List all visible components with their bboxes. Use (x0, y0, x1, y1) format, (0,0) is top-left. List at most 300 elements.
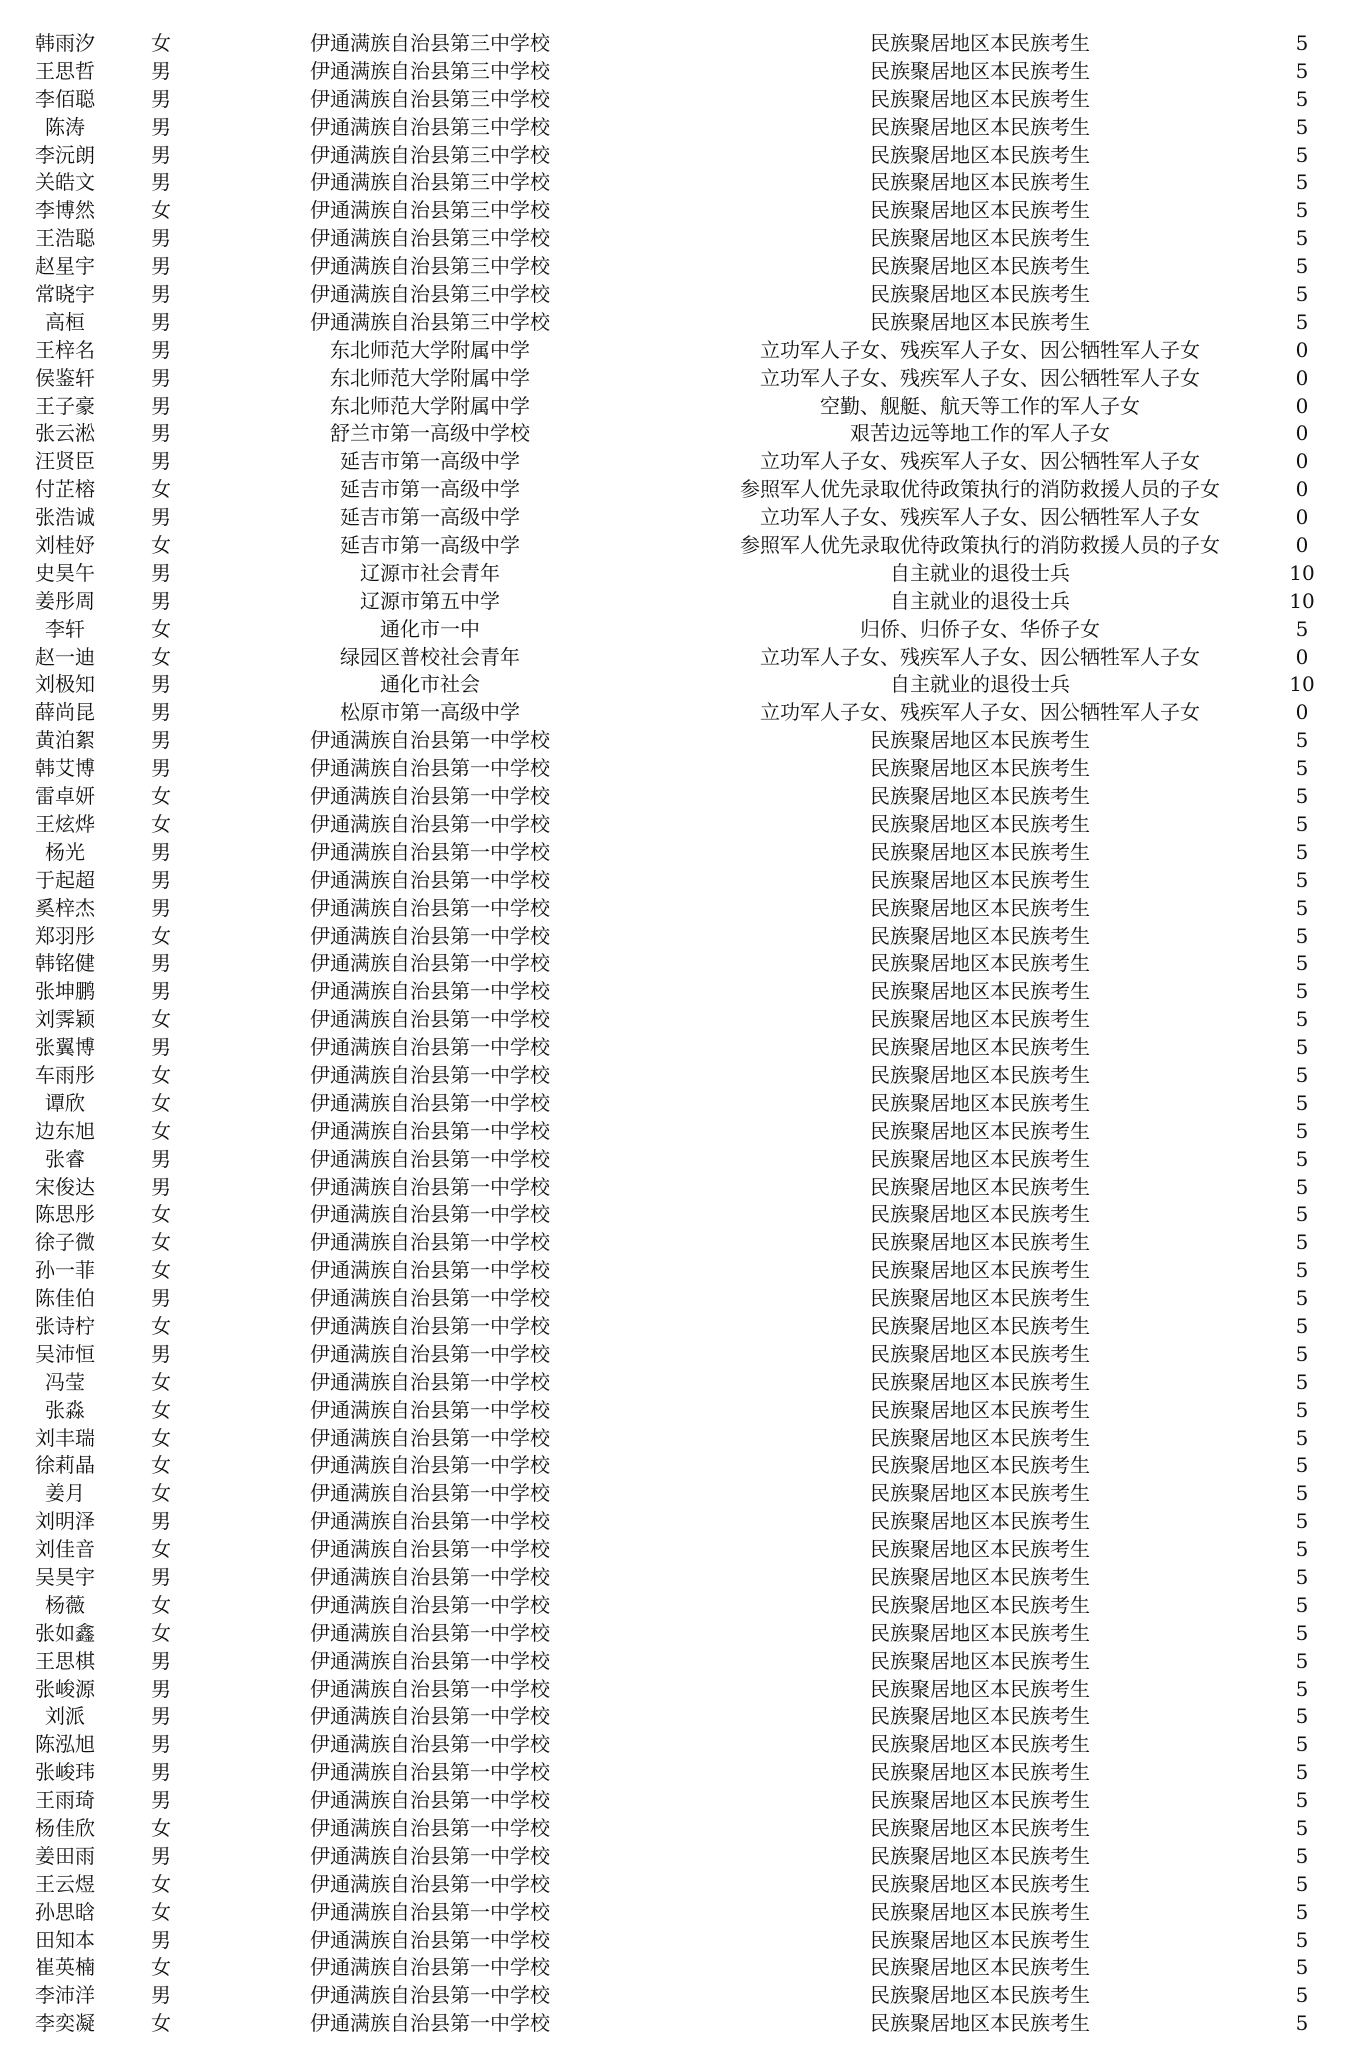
cell-bonus-score: 5 (1295, 198, 1309, 223)
cell-gender: 男 (151, 1732, 171, 1757)
table-row (0, 1508, 1367, 1536)
cell-gender: 女 (151, 477, 171, 502)
cell-category: 民族聚居地区本民族考生 (870, 979, 1090, 1004)
cell-name: 李轩 (45, 616, 85, 641)
table-row (0, 58, 1367, 86)
cell-name: 刘丰瑞 (35, 1425, 95, 1450)
table-row (0, 1229, 1367, 1257)
cell-name: 王思哲 (35, 58, 95, 83)
cell-category: 民族聚居地区本民族考生 (870, 198, 1090, 223)
table-row (0, 671, 1367, 699)
cell-name: 边东旭 (35, 1118, 95, 1143)
cell-category: 民族聚居地区本民族考生 (870, 1313, 1090, 1338)
cell-bonus-score: 5 (1295, 895, 1309, 920)
cell-bonus-score: 5 (1295, 1062, 1309, 1087)
cell-gender: 男 (151, 393, 171, 418)
cell-bonus-score: 5 (1295, 1174, 1309, 1199)
cell-name: 冯莹 (45, 1369, 85, 1394)
cell-school: 伊通满族自治县第一中学校 (310, 979, 550, 1004)
cell-gender: 男 (151, 560, 171, 585)
cell-school: 伊通满族自治县第一中学校 (310, 2011, 550, 2036)
cell-bonus-score: 5 (1295, 1843, 1309, 1868)
cell-category: 参照军人优先录取优待政策执行的消防救援人员的子女 (740, 533, 1220, 558)
cell-gender: 女 (151, 1592, 171, 1617)
cell-school: 伊通满族自治县第一中学校 (310, 1760, 550, 1785)
cell-category: 民族聚居地区本民族考生 (870, 86, 1090, 111)
cell-category: 民族聚居地区本民族考生 (870, 1592, 1090, 1617)
cell-bonus-score: 5 (1295, 31, 1309, 55)
cell-name: 吴昊宇 (35, 1564, 95, 1589)
cell-school: 伊通满族自治县第三中学校 (310, 198, 550, 223)
cell-gender: 女 (151, 1620, 171, 1645)
cell-category: 民族聚居地区本民族考生 (870, 170, 1090, 195)
table-row (0, 1871, 1367, 1899)
cell-gender: 男 (151, 867, 171, 892)
cell-name: 李佰聪 (35, 86, 95, 111)
cell-gender: 男 (151, 700, 171, 725)
cell-bonus-score: 0 (1295, 644, 1309, 669)
table-row (0, 1341, 1367, 1369)
cell-category: 民族聚居地区本民族考生 (870, 867, 1090, 892)
cell-school: 伊通满族自治县第一中学校 (310, 1453, 550, 1478)
cell-bonus-score: 5 (1295, 170, 1309, 195)
table-row (0, 755, 1367, 783)
cell-name: 杨佳欣 (35, 1816, 95, 1840)
cell-category: 民族聚居地区本民族考生 (870, 1397, 1090, 1422)
cell-name: 陈泓旭 (35, 1732, 95, 1757)
cell-school: 伊通满族自治县第一中学校 (310, 1258, 550, 1283)
cell-category: 民族聚居地区本民族考生 (870, 114, 1090, 139)
cell-category: 民族聚居地区本民族考生 (870, 1648, 1090, 1673)
cell-gender: 男 (151, 1509, 171, 1534)
cell-gender: 女 (151, 1816, 171, 1840)
cell-school: 伊通满族自治县第一中学校 (310, 1090, 550, 1115)
cell-category: 民族聚居地区本民族考生 (870, 226, 1090, 251)
table-row (0, 337, 1367, 365)
cell-gender: 男 (151, 951, 171, 976)
cell-gender: 男 (151, 1843, 171, 1868)
cell-name: 汪贤臣 (35, 449, 95, 474)
cell-gender: 女 (151, 1258, 171, 1283)
cell-name: 田知本 (35, 1927, 95, 1952)
cell-bonus-score: 0 (1295, 449, 1309, 474)
cell-school: 伊通满族自治县第一中学校 (310, 1202, 550, 1227)
cell-gender: 女 (151, 1090, 171, 1115)
cell-category: 立功军人子女、残疾军人子女、因公牺牲军人子女 (760, 337, 1200, 362)
cell-school: 伊通满族自治县第一中学校 (310, 1174, 550, 1199)
student-table (0, 30, 1367, 2038)
cell-category: 民族聚居地区本民族考生 (870, 1341, 1090, 1366)
cell-school: 伊通满族自治县第一中学校 (310, 1230, 550, 1255)
cell-name: 张峻玮 (35, 1760, 95, 1785)
cell-school: 伊通满族自治县第一中学校 (310, 1397, 550, 1422)
cell-name: 张浩诚 (35, 505, 95, 530)
cell-school: 伊通满族自治县第一中学校 (310, 1648, 550, 1673)
cell-bonus-score: 5 (1295, 1592, 1309, 1617)
cell-bonus-score: 0 (1295, 700, 1309, 725)
cell-category: 民族聚居地区本民族考生 (870, 1509, 1090, 1534)
table-row (0, 923, 1367, 951)
cell-bonus-score: 5 (1295, 1537, 1309, 1562)
table-row (0, 1648, 1367, 1676)
table-row (0, 1954, 1367, 1982)
cell-school: 伊通满族自治县第一中学校 (310, 1871, 550, 1896)
table-row (0, 1787, 1367, 1815)
cell-name: 于起超 (35, 867, 95, 892)
cell-gender: 男 (151, 114, 171, 139)
cell-bonus-score: 5 (1295, 1899, 1309, 1924)
cell-category: 民族聚居地区本民族考生 (870, 1035, 1090, 1060)
cell-name: 李沛洋 (35, 1983, 95, 2008)
cell-name: 张睿 (45, 1146, 85, 1171)
cell-school: 舒兰市第一高级中学校 (330, 421, 530, 446)
cell-school: 东北师范大学附属中学 (330, 365, 530, 390)
cell-school: 辽源市第五中学 (360, 588, 500, 613)
cell-bonus-score: 5 (1295, 1202, 1309, 1227)
table-row (0, 699, 1367, 727)
cell-school: 伊通满族自治县第三中学校 (310, 86, 550, 111)
cell-gender: 男 (151, 1174, 171, 1199)
cell-name: 刘佳音 (35, 1537, 95, 1562)
cell-gender: 女 (151, 923, 171, 948)
cell-bonus-score: 5 (1295, 2011, 1309, 2036)
cell-school: 伊通满族自治县第一中学校 (310, 728, 550, 753)
cell-school: 伊通满族自治县第一中学校 (310, 756, 550, 781)
cell-gender: 男 (151, 1927, 171, 1952)
cell-name: 张诗柠 (35, 1313, 95, 1338)
cell-name: 孙思晗 (35, 1899, 95, 1924)
cell-gender: 女 (151, 1062, 171, 1087)
cell-category: 民族聚居地区本民族考生 (870, 1620, 1090, 1645)
cell-school: 伊通满族自治县第一中学校 (310, 1676, 550, 1701)
cell-category: 民族聚居地区本民族考生 (870, 1202, 1090, 1227)
table-row (0, 1564, 1367, 1592)
cell-gender: 女 (151, 2011, 171, 2036)
table-row (0, 169, 1367, 197)
cell-name: 高桓 (45, 309, 85, 334)
cell-gender: 女 (151, 784, 171, 809)
cell-school: 伊通满族自治县第一中学校 (310, 1704, 550, 1729)
cell-bonus-score: 5 (1295, 1146, 1309, 1171)
cell-name: 关皓文 (35, 170, 95, 195)
cell-gender: 男 (151, 365, 171, 390)
cell-category: 民族聚居地区本民族考生 (870, 951, 1090, 976)
cell-school: 伊通满族自治县第一中学校 (310, 923, 550, 948)
cell-school: 伊通满族自治县第一中学校 (310, 1007, 550, 1032)
cell-bonus-score: 5 (1295, 1816, 1309, 1840)
cell-category: 民族聚居地区本民族考生 (870, 1286, 1090, 1311)
cell-school: 延吉市第一高级中学 (340, 533, 520, 558)
cell-name: 常晓宇 (35, 282, 95, 307)
cell-bonus-score: 5 (1295, 756, 1309, 781)
cell-gender: 女 (151, 1481, 171, 1506)
table-row (0, 783, 1367, 811)
cell-school: 延吉市第一高级中学 (340, 477, 520, 502)
cell-bonus-score: 5 (1295, 1035, 1309, 1060)
cell-gender: 男 (151, 505, 171, 530)
cell-gender: 男 (151, 254, 171, 279)
cell-bonus-score: 5 (1295, 1955, 1309, 1980)
table-row (0, 1313, 1367, 1341)
cell-category: 民族聚居地区本民族考生 (870, 1062, 1090, 1087)
cell-bonus-score: 5 (1295, 811, 1309, 836)
cell-name: 王云煜 (35, 1871, 95, 1896)
cell-gender: 男 (151, 672, 171, 697)
cell-gender: 女 (151, 1007, 171, 1032)
cell-category: 民族聚居地区本民族考生 (870, 784, 1090, 809)
cell-gender: 女 (151, 1230, 171, 1255)
table-row (0, 978, 1367, 1006)
table-row (0, 393, 1367, 421)
cell-category: 民族聚居地区本民族考生 (870, 1090, 1090, 1115)
cell-school: 伊通满族自治县第一中学校 (310, 1146, 550, 1171)
cell-school: 伊通满族自治县第一中学校 (310, 1843, 550, 1868)
cell-school: 伊通满族自治县第三中学校 (310, 254, 550, 279)
cell-gender: 女 (151, 1537, 171, 1562)
cell-bonus-score: 0 (1295, 505, 1309, 530)
cell-school: 伊通满族自治县第一中学校 (310, 1788, 550, 1813)
cell-name: 李博然 (35, 198, 95, 223)
cell-gender: 男 (151, 1146, 171, 1171)
cell-gender: 女 (151, 1453, 171, 1478)
cell-bonus-score: 5 (1295, 1230, 1309, 1255)
cell-school: 伊通满族自治县第一中学校 (310, 1369, 550, 1394)
table-row (0, 365, 1367, 393)
cell-bonus-score: 5 (1295, 923, 1309, 948)
cell-school: 伊通满族自治县第一中学校 (310, 1592, 550, 1617)
cell-category: 自主就业的退役士兵 (890, 560, 1070, 585)
cell-category: 民族聚居地区本民族考生 (870, 1955, 1090, 1980)
cell-name: 崔英楠 (35, 1955, 95, 1980)
cell-bonus-score: 5 (1295, 1648, 1309, 1673)
table-row (0, 253, 1367, 281)
cell-bonus-score: 5 (1295, 1564, 1309, 1589)
cell-bonus-score: 5 (1295, 254, 1309, 279)
cell-gender: 女 (151, 1118, 171, 1143)
cell-name: 雷卓妍 (35, 784, 95, 809)
cell-category: 民族聚居地区本民族考生 (870, 142, 1090, 167)
cell-gender: 女 (151, 616, 171, 641)
cell-school: 通化市一中 (380, 616, 480, 641)
cell-bonus-score: 10 (1289, 560, 1315, 585)
cell-gender: 女 (151, 1369, 171, 1394)
cell-school: 伊通满族自治县第一中学校 (310, 1509, 550, 1534)
cell-category: 民族聚居地区本民族考生 (870, 839, 1090, 864)
cell-gender: 男 (151, 1286, 171, 1311)
cell-school: 伊通满族自治县第一中学校 (310, 1062, 550, 1087)
cell-gender: 男 (151, 1564, 171, 1589)
cell-gender: 男 (151, 170, 171, 195)
cell-name: 李沅朗 (35, 142, 95, 167)
table-row (0, 1703, 1367, 1731)
cell-bonus-score: 10 (1289, 588, 1315, 613)
table-row (0, 1536, 1367, 1564)
cell-name: 李奕凝 (35, 2011, 95, 2036)
cell-bonus-score: 0 (1295, 533, 1309, 558)
cell-bonus-score: 5 (1295, 1313, 1309, 1338)
cell-name: 韩铭健 (35, 951, 95, 976)
cell-school: 伊通满族自治县第一中学校 (310, 1564, 550, 1589)
cell-gender: 男 (151, 1341, 171, 1366)
cell-name: 杨薇 (45, 1592, 85, 1617)
table-row (0, 1815, 1367, 1843)
table-row (0, 1759, 1367, 1787)
cell-category: 民族聚居地区本民族考生 (870, 1174, 1090, 1199)
cell-bonus-score: 0 (1295, 477, 1309, 502)
cell-gender: 男 (151, 1676, 171, 1701)
cell-bonus-score: 5 (1295, 867, 1309, 892)
cell-school: 通化市社会 (380, 672, 480, 697)
cell-name: 车雨彤 (35, 1062, 95, 1087)
cell-name: 王梓名 (35, 337, 95, 362)
cell-bonus-score: 5 (1295, 309, 1309, 334)
cell-category: 民族聚居地区本民族考生 (870, 2011, 1090, 2036)
cell-category: 立功军人子女、残疾军人子女、因公牺牲军人子女 (760, 365, 1200, 390)
table-row (0, 895, 1367, 923)
table-row (0, 867, 1367, 895)
cell-category: 参照军人优先录取优待政策执行的消防救援人员的子女 (740, 477, 1220, 502)
table-row (0, 1397, 1367, 1425)
cell-gender: 男 (151, 142, 171, 167)
cell-gender: 男 (151, 895, 171, 920)
cell-gender: 男 (151, 1704, 171, 1729)
cell-bonus-score: 5 (1295, 1258, 1309, 1283)
cell-name: 宋俊达 (35, 1174, 95, 1199)
cell-gender: 女 (151, 31, 171, 55)
cell-bonus-score: 5 (1295, 1620, 1309, 1645)
cell-name: 史昊午 (35, 560, 95, 585)
table-row (0, 811, 1367, 839)
cell-gender: 男 (151, 588, 171, 613)
cell-category: 民族聚居地区本民族考生 (870, 895, 1090, 920)
cell-category: 民族聚居地区本民族考生 (870, 58, 1090, 83)
table-row (0, 476, 1367, 504)
cell-gender: 女 (151, 1871, 171, 1896)
table-row (0, 1452, 1367, 1480)
cell-category: 民族聚居地区本民族考生 (870, 1704, 1090, 1729)
cell-name: 张淼 (45, 1397, 85, 1422)
cell-bonus-score: 5 (1295, 282, 1309, 307)
cell-category: 民族聚居地区本民族考生 (870, 254, 1090, 279)
cell-school: 伊通满族自治县第一中学校 (310, 867, 550, 892)
cell-name: 韩艾博 (35, 756, 95, 781)
cell-school: 伊通满族自治县第一中学校 (310, 1816, 550, 1840)
table-row (0, 950, 1367, 978)
cell-bonus-score: 5 (1295, 1732, 1309, 1757)
cell-school: 伊通满族自治县第一中学校 (310, 1955, 550, 1980)
cell-name: 吴沛恒 (35, 1341, 95, 1366)
cell-category: 民族聚居地区本民族考生 (870, 756, 1090, 781)
cell-school: 东北师范大学附属中学 (330, 393, 530, 418)
table-row (0, 1174, 1367, 1202)
cell-category: 民族聚居地区本民族考生 (870, 309, 1090, 334)
cell-gender: 男 (151, 1035, 171, 1060)
cell-category: 立功军人子女、残疾军人子女、因公牺牲军人子女 (760, 700, 1200, 725)
cell-gender: 男 (151, 421, 171, 446)
cell-gender: 男 (151, 309, 171, 334)
cell-bonus-score: 5 (1295, 1481, 1309, 1506)
cell-name: 王子豪 (35, 393, 95, 418)
cell-name: 王浩聪 (35, 226, 95, 251)
cell-bonus-score: 0 (1295, 421, 1309, 446)
table-row (0, 1257, 1367, 1285)
cell-school: 伊通满族自治县第一中学校 (310, 1425, 550, 1450)
cell-bonus-score: 5 (1295, 1118, 1309, 1143)
table-row (0, 616, 1367, 644)
cell-bonus-score: 5 (1295, 1369, 1309, 1394)
cell-gender: 女 (151, 1202, 171, 1227)
cell-school: 伊通满族自治县第一中学校 (310, 1481, 550, 1506)
cell-school: 延吉市第一高级中学 (340, 449, 520, 474)
cell-bonus-score: 0 (1295, 337, 1309, 362)
table-row (0, 225, 1367, 253)
cell-name: 刘极知 (35, 672, 95, 697)
cell-bonus-score: 5 (1295, 1760, 1309, 1785)
cell-category: 民族聚居地区本民族考生 (870, 1007, 1090, 1032)
table-row (0, 1201, 1367, 1229)
table-row (0, 1620, 1367, 1648)
cell-bonus-score: 5 (1295, 1090, 1309, 1115)
cell-school: 伊通满族自治县第一中学校 (310, 1035, 550, 1060)
cell-category: 立功军人子女、残疾军人子女、因公牺牲军人子女 (760, 449, 1200, 474)
cell-bonus-score: 5 (1295, 1983, 1309, 2008)
cell-category: 立功军人子女、残疾军人子女、因公牺牲军人子女 (760, 644, 1200, 669)
table-row (0, 448, 1367, 476)
cell-gender: 女 (151, 1397, 171, 1422)
cell-school: 伊通满族自治县第一中学校 (310, 951, 550, 976)
table-row (0, 1982, 1367, 2010)
table-row (0, 504, 1367, 532)
cell-name: 张坤鹏 (35, 979, 95, 1004)
cell-gender: 男 (151, 1648, 171, 1673)
cell-school: 延吉市第一高级中学 (340, 505, 520, 530)
cell-category: 民族聚居地区本民族考生 (870, 1816, 1090, 1840)
cell-gender: 男 (151, 58, 171, 83)
cell-bonus-score: 5 (1295, 839, 1309, 864)
cell-school: 伊通满族自治县第一中学校 (310, 1927, 550, 1952)
cell-category: 民族聚居地区本民族考生 (870, 1927, 1090, 1952)
cell-bonus-score: 5 (1295, 1676, 1309, 1701)
cell-bonus-score: 5 (1295, 1704, 1309, 1729)
cell-bonus-score: 5 (1295, 1007, 1309, 1032)
cell-school: 伊通满族自治县第一中学校 (310, 895, 550, 920)
cell-name: 薛尚昆 (35, 700, 95, 725)
cell-name: 韩雨汐 (35, 31, 95, 55)
cell-category: 民族聚居地区本民族考生 (870, 1230, 1090, 1255)
cell-name: 郑羽彤 (35, 923, 95, 948)
cell-school: 伊通满族自治县第三中学校 (310, 309, 550, 334)
cell-bonus-score: 5 (1295, 142, 1309, 167)
cell-bonus-score: 5 (1295, 1453, 1309, 1478)
cell-category: 民族聚居地区本民族考生 (870, 1118, 1090, 1143)
cell-school: 伊通满族自治县第一中学校 (310, 1899, 550, 1924)
cell-name: 刘霁颖 (35, 1007, 95, 1032)
cell-school: 伊通满族自治县第三中学校 (310, 31, 550, 55)
cell-school: 伊通满族自治县第一中学校 (310, 1341, 550, 1366)
table-row (0, 1592, 1367, 1620)
cell-school: 绿园区普校社会青年 (340, 644, 520, 669)
cell-category: 艰苦边远等地工作的军人子女 (850, 421, 1110, 446)
cell-name: 谭欣 (45, 1090, 85, 1115)
cell-bonus-score: 5 (1295, 1788, 1309, 1813)
cell-bonus-score: 5 (1295, 1425, 1309, 1450)
cell-gender: 女 (151, 644, 171, 669)
cell-category: 民族聚居地区本民族考生 (870, 1676, 1090, 1701)
cell-bonus-score: 5 (1295, 979, 1309, 1004)
table-row (0, 1006, 1367, 1034)
cell-name: 杨光 (45, 839, 85, 864)
cell-gender: 男 (151, 1983, 171, 2008)
